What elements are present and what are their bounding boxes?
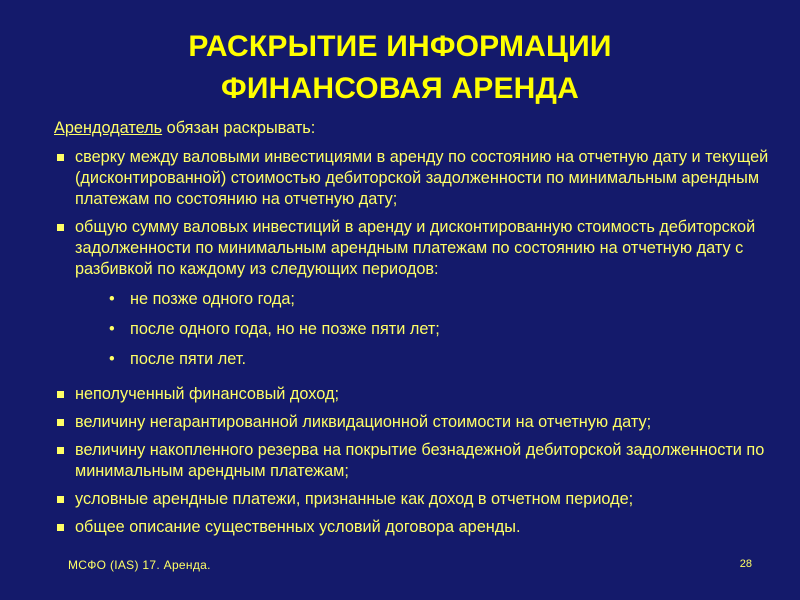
square-bullet-icon — [57, 224, 64, 231]
list-item — [54, 384, 769, 405]
list-item-text: сверку между валовыми инвестициями в аренду по состоянию на отчетную дату и текущей (дисконтированной) стоимостью дебиторской задолженности по минимальным арендным платежам по состоянию на отчетную дату; — [75, 148, 769, 208]
title-line-2: ФИНАНСОВАЯ АРЕНДА — [221, 72, 579, 105]
slide-body — [54, 118, 769, 545]
list-item-text: неполученный финансовый доход; — [75, 385, 339, 403]
list-item — [54, 217, 769, 370]
square-bullet-icon — [57, 447, 64, 454]
square-bullet-icon — [57, 496, 64, 503]
footer-source: МСФО (IAS) 17. Аренда. — [68, 558, 211, 572]
intro-subject: Арендодатель — [54, 119, 163, 137]
page-number: 28 — [739, 558, 752, 570]
square-bullet-icon — [57, 154, 64, 161]
list-item-text: общую сумму валовых инвестиций в аренду и дисконтированную стоимость дебиторской задолженности по минимальным арендным платежам по состоянию на отчетную дату с разбивкой по каждому из следующих периодов: — [75, 218, 756, 278]
title-line-1: РАСКРЫТИЕ ИНФОРМАЦИИ — [188, 30, 612, 63]
sublist-item — [75, 319, 769, 340]
sublist-item-text: после одного года, но не позже пяти лет; — [130, 320, 440, 338]
list-item — [54, 147, 769, 210]
dot-bullet-icon: • — [109, 290, 115, 308]
intro-line — [54, 118, 769, 139]
disclosure-list — [54, 147, 769, 538]
sublist-item — [75, 289, 769, 310]
list-item-text: условные арендные платежи, признанные как доход в отчетном периоде; — [75, 490, 634, 508]
list-item — [54, 412, 769, 433]
slide-title — [0, 26, 800, 110]
list-item-text: величину негарантированной ликвидационной стоимости на отчетную дату; — [75, 413, 652, 431]
list-item — [54, 440, 769, 482]
sublist-item-text: после пяти лет. — [130, 350, 246, 368]
dot-bullet-icon: • — [109, 320, 115, 338]
list-item-text: общее описание существенных условий договора аренды. — [75, 518, 521, 536]
list-item-text: величину накопленного резерва на покрытие безнадежной дебиторской задолженности по минимальным арендным платежам; — [75, 441, 765, 480]
list-item — [54, 517, 769, 538]
sublist-item-text: не позже одного года; — [130, 290, 295, 308]
square-bullet-icon — [57, 391, 64, 398]
intro-text: обязан раскрывать: — [162, 119, 316, 137]
sublist-item — [75, 349, 769, 370]
dot-bullet-icon: • — [109, 350, 115, 368]
list-item — [54, 489, 769, 510]
period-sublist — [75, 289, 769, 370]
square-bullet-icon — [57, 524, 64, 531]
square-bullet-icon — [57, 419, 64, 426]
